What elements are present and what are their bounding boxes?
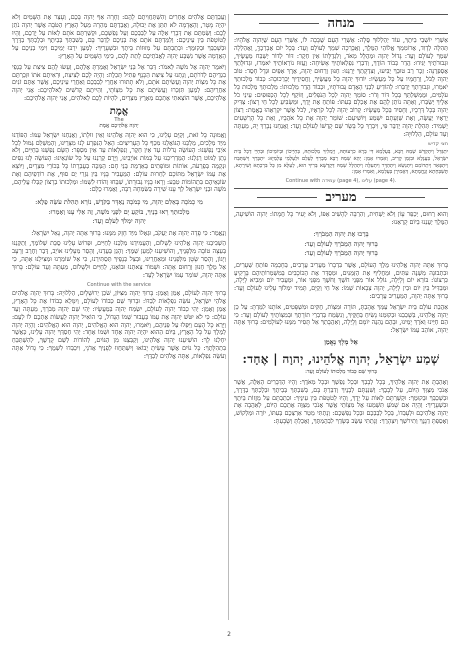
paragraph-text: הַשְׁכִּיבֵנוּ יְהוָה אֱלֹהֵינוּ לְשָׁלוֹם, וְהַעֲמִידֵנוּ מַלְכֵּנוּ לְחַיִּים, וּפְרוֹשׂ עָלֵינוּ סֻכַּת שְׁלוֹמֶךָ, וְתַקְּנֵנוּ בְּעֵצָה טוֹבָה מִלְּפָנֶיךָ, וְהוֹשִׁיעֵנוּ לְמַעַן שְׁמֶךָ: וְהָגֵן בַּעֲדֵנוּ, וְהָסֵר מֵעָלֵינוּ אוֹיֵב, דֶּבֶר וְחֶרֶב וְרָעָב וְיָגוֹן, וְהָסֵר שָׂטָן מִלְּפָנֵינוּ וּמֵאַחֲרֵינוּ, וּבְצֵל כְּנָפֶיךָ תַּסְתִּירֵנוּ, כִּי אֵל שׁוֹמְרֵנוּ וּמַצִּילֵנוּ אָתָּה, כִּי אֵל מֶלֶךְ חַנּוּן וְרַחוּם אָתָּה: וּשְׁמוֹר צֵאתֵנוּ וּבוֹאֵנוּ, לְחַיִּים וּלְשָׁלוֹם, מֵעַתָּה וְעַד עוֹלָם: בָּרוּךְ אַתָּה יְהוָה, שׁוֹמֵר עַמּוֹ יִשְׂרָאֵל לָעַד: — [12, 240, 226, 279]
emet-caption: The — [114, 116, 124, 123]
heading-rule — [363, 23, 423, 24]
paragraph-text: וְאָהַבְתָּ אֵת יְהוָה אֱלֹהֶיךָ, בְּכָל לְבָבְךָ וּבְכָל נַפְשְׁךָ וּבְכָל מְאֹדֶךָ: וְהָיוּ הַדְּבָרִים הָאֵלֶּה, אֲשֶׁר אָנֹכִי מְצַוְּךָ הַיּוֹם, עַל לְבָבֶךָ: וְשִׁנַּנְתָּם לְבָנֶיךָ וְדִבַּרְתָּ בָּם, בְּשִׁבְתְּךָ בְּבֵיתֶךָ וּבְלֶכְתְּךָ בַדֶּרֶךְ, וּבְשָׁכְבְּךָ וּבְקוּמֶךָ: וּקְשַׁרְתָּם לְאוֹת עַל יָדֶךָ, וְהָיוּ לְטֹטָפֹת בֵּין עֵינֶיךָ: וּכְתַבְתָּם עַל מְזֻזוֹת בֵּיתֶךָ וּבִשְׁעָרֶיךָ: וְהָיָה אִם שָׁמֹעַ תִּשְׁמְעוּ אֶל מִצְוֹתַי אֲשֶׁר אָנֹכִי מְצַוֶּה אֶתְכֶם הַיּוֹם, לְאַהֲבָה אֶת יְהוָה אֱלֹהֵיכֶם וּלְעָבְדוֹ, בְּכָל לְבַבְכֶם וּבְכָל נַפְשְׁכֶם: וְנָתַתִּי מְטַר אַרְצְכֶם בְּעִתּוֹ, יוֹרֶה וּמַלְקוֹשׁ, וְאָסַפְתָּ דְגָנֶךָ וְתִירֹשְׁךָ וְיִצְהָרֶךָ: וְנָתַתִּי עֵשֶׂב בְּשָׂדְךָ לִבְהֶמְתֶּךָ, וְאָכַלְתָּ וְשָׂבָעְתָּ: — [234, 379, 448, 425]
paragraph-text: וֶאֱמוּנָה כָּל זֹאת, וְקַיָּם עָלֵינוּ, כִּי הוּא יְהוָה אֱלֹהֵינוּ וְאֵין זוּלָתוֹ, וַאֲנַחְנוּ יִשְׂרָאֵל עַמּוֹ: הַפּוֹדֵנוּ מִיַּד מְלָכִים, מַלְכֵּנוּ הַגּוֹאֲלֵנוּ מִכַּף כָּל הֶעָרִיצִים: הָאֵל הַנִּפְרָע לָנוּ מִצָּרֵינוּ, וְהַמְשַׁלֵּם גְּמוּל לְכָל אֹיְבֵי נַפְשֵׁנוּ: הָעוֹשֶׂה גְדֹלוֹת עַד אֵין חֵקֶר, וְנִפְלָאוֹת עַד אֵין מִסְפָּר: הַשָּׂם נַפְשֵׁנוּ בַּחַיִּים, וְלֹא נָתַן לַמּוֹט רַגְלֵנוּ: הַמַּדְרִיכֵנוּ עַל בָּמוֹת אוֹיְבֵינוּ, וַיָּרֶם קַרְנֵנוּ עַל כָּל שׂוֹנְאֵינוּ: הָעוֹשֶׂה לָּנוּ נִסִּים וּנְקָמָה בְּפַרְעֹה, אוֹתוֹת וּמוֹפְתִים בְּאַדְמַת בְּנֵי חָם: הַמַּכֶּה בְעֶבְרָתוֹ כָּל בְּכוֹרֵי מִצְרָיִם, וַיּוֹצֵא אֶת עַמּוֹ יִשְׂרָאֵל מִתּוֹכָם לְחֵרוּת עוֹלָם: הַמַּעֲבִיר בָּנָיו בֵּין גִּזְרֵי יַם סוּף, אֶת רוֹדְפֵיהֶם וְאֶת שׂוֹנְאֵיהֶם בִּתְהוֹמוֹת טִבַּע: וְרָאוּ בָנָיו גְּבוּרָתוֹ, שִׁבְּחוּ וְהוֹדוּ לִשְׁמוֹ: וּמַלְכוּתוֹ בְרָצוֹן קִבְּלוּ עֲלֵיהֶם, מֹשֶׁה וּבְנֵי יִשְׂרָאֵל לְךָ עָנוּ שִׁירָה בְּשִׂמְחָה רַבָּה, וְאָמְרוּ כֻלָּם: — [12, 131, 226, 194]
baruch-hashem-paragraph — [12, 290, 226, 360]
paragraph-text: וַיֹּאמֶר יְהוָה אֶל מֹשֶׁה לֵּאמֹר: דַּבֵּר אֶל בְּנֵי יִשְׂרָאֵל וְאָמַרְתָּ אֲלֵהֶם, וְעָשׂוּ לָהֶם צִיצִת עַל כַּנְפֵי בִגְדֵיהֶם לְדֹרֹתָם, וְנָתְנוּ עַל צִיצִת הַכָּנָף פְּתִיל תְּכֵלֶת: וְהָיָה לָכֶם לְצִיצִת, וּרְאִיתֶם אֹתוֹ וּזְכַרְתֶּם אֶת כָּל מִצְוֹת יְהוָה וַעֲשִׂיתֶם אֹתָם, וְלֹא תָתוּרוּ אַחֲרֵי לְבַבְכֶם וְאַחֲרֵי עֵינֵיכֶם, אֲשֶׁר אַתֶּם זֹנִים אַחֲרֵיהֶם: לְמַעַן תִּזְכְּרוּ וַעֲשִׂיתֶם אֶת כָּל מִצְוֹתָי, וִהְיִיתֶם קְדֹשִׁים לֵאלֹהֵיכֶם: אֲנִי יְהוָה אֱלֹהֵיכֶם, אֲשֶׁר הוֹצֵאתִי אֶתְכֶם מֵאֶרֶץ מִצְרַיִם, לִהְיוֹת לָכֶם לֵאלֹהִים, אֲנִי יְהוָה אֱלֹהֵיכֶם: — [12, 63, 226, 102]
vahavta-paragraph — [234, 379, 448, 426]
barchu-line: בָּרְכוּ אֶת יְהוָה הַמְבֹרָךְ: — [313, 230, 369, 239]
verse-line: מַלְכוּתְךָ רָאוּ בָנֶיךָ, בּוֹקֵעַ יָם לִפְנֵי מֹשֶׁה, זֶה אֵלִי עָנוּ וְאָמְרוּ: — [48, 207, 190, 216]
kaddish-caption: חצי קדיש — [428, 141, 448, 148]
mi-chamocha-block — [12, 198, 226, 226]
barchu-block — [234, 230, 448, 258]
continue-note: Continue with the service — [87, 282, 151, 289]
section-heading-mincha — [234, 14, 448, 34]
column-divider — [228, 14, 229, 620]
continue-note: Continue with עמידה (page 4), עלינו (page 4). — [285, 177, 397, 184]
barchu-line: בָּרוּךְ יְהוָה הַמְבֹרָךְ לְעוֹלָם וָעֶד: — [304, 239, 378, 248]
paragraph-text: אַהֲבַת עוֹלָם בֵּית יִשְׂרָאֵל עַמְּךָ אָהָבְתָּ, תּוֹרָה וּמִצְוֹת, חֻקִּים וּמִשְׁפָּטִים, אוֹתָנוּ לִמַּדְתָּ: עַל כֵּן יְהוָה אֱלֹהֵינוּ, בְּשָׁכְבֵנוּ וּבְקוּמֵנוּ נָשִׂיחַ בְּחֻקֶּיךָ, וְנִשְׂמַח בְּדִבְרֵי תוֹרָתֶךָ וּבְמִצְוֹתֶיךָ לְעוֹלָם וָעֶד: כִּי הֵם חַיֵּינוּ וְאֹרֶךְ יָמֵינוּ, וּבָהֶם נֶהְגֶּה יוֹמָם וָלָיְלָה, וְאַהֲבָתְךָ אַל תָּסִיר מִמֶּנּוּ לְעוֹלָמִים: בָּרוּךְ אַתָּה יְהוָה, אוֹהֵב עַמּוֹ יִשְׂרָאֵל: — [234, 303, 448, 335]
ashrei-paragraph — [234, 37, 448, 138]
paragraph-text: וַעֲבַדְתֶּם אֱלֹהִים אֲחֵרִים וְהִשְׁתַּחֲוִיתֶם לָהֶם: וְחָרָה אַף יְהוָה בָּכֶם, וְעָצַר אֶת הַשָּׁמַיִם וְלֹא יִהְיֶה מָטָר, וְהָאֲדָמָה לֹא תִתֵּן אֶת יְבוּלָהּ, וַאֲבַדְתֶּם מְהֵרָה מֵעַל הָאָרֶץ הַטֹּבָה אֲשֶׁר יְהוָה נֹתֵן לָכֶם: וְשַׂמְתֶּם אֶת דְּבָרַי אֵלֶּה עַל לְבַבְכֶם וְעַל נַפְשְׁכֶם, וּקְשַׁרְתֶּם אֹתָם לְאוֹת עַל יֶדְכֶם, וְהָיוּ לְטוֹטָפֹת בֵּין עֵינֵיכֶם: וְלִמַּדְתֶּם אֹתָם אֶת בְּנֵיכֶם לְדַבֵּר בָּם, בְּשִׁבְתְּךָ בְּבֵיתֶךָ וּבְלֶכְתְּךָ בַדֶּרֶךְ וּבְשָׁכְבְּךָ וּבְקוּמֶךָ: וּכְתַבְתָּם עַל מְזוּזוֹת בֵּיתֶךָ וּבִשְׁעָרֶיךָ: לְמַעַן יִרְבּוּ יְמֵיכֶם וִימֵי בְנֵיכֶם עַל הָאֲדָמָה אֲשֶׁר נִשְׁבַּע יְהוָה לַאֲבֹתֵיכֶם לָתֵת לָהֶם, כִּימֵי הַשָּׁמַיִם עַל הָאָרֶץ: — [12, 14, 226, 60]
emet-subtitle: יְהוָה אֱלֹהֵיכֶם אֱמֶת — [99, 122, 139, 129]
baruch-shem-line: בָּרוּךְ שֵׁם כְּבוֹד מַלְכוּתוֹ לְעוֹלָם וָעֶד: — [305, 369, 377, 375]
left-column — [12, 14, 226, 364]
maariv-aravim-paragraph — [234, 262, 448, 335]
kaddish-paragraph: יִתְגַּדַּל וְיִתְקַדַּשׁ שְׁמֵהּ רַבָּא, בְּעָלְמָא דִּי בְרָא כִרְעוּתֵהּ, וְיַמְלִיךְ מַלְכוּתֵהּ, בְּחַיֵּיכוֹן וּבְיוֹמֵיכוֹן וּבְחַיֵּי דְכָל בֵּית יִשְׂרָאֵל, בַּעֲגָלָא וּבִזְמַן קָרִיב, וְאִמְרוּ אָמֵן: יְהֵא שְׁמֵהּ רַבָּא מְבָרַךְ לְעָלַם וּלְעָלְמֵי עָלְמַיָּא: יִתְבָּרַךְ וְיִשְׁתַּבַּח וְיִתְפָּאַר וְיִתְרוֹמַם וְיִתְנַשֵּׂא וְיִתְהַדָּר וְיִתְעַלֶּה וְיִתְהַלָּל שְׁמֵהּ דְּקֻדְשָׁא בְּרִיךְ הוּא, לְעֵלָּא מִן כָּל בִּרְכָתָא וְשִׁירָתָא, תֻּשְׁבְּחָתָא וְנֶחֱמָתָא, דַּאֲמִירָן בְּעָלְמָא, וְאִמְרוּ אָמֵן: — [234, 149, 448, 176]
el-melech-line: אֵל מֶלֶךְ נֶאֱמָן — [324, 338, 358, 346]
heading-rule — [365, 197, 425, 198]
verse-line: יְהוָה יִמְלֹךְ לְעֹלָם וָעֶד: — [92, 217, 146, 226]
paragraph-text: וְנֶאֱמַר: כִּי פָדָה יְהוָה אֶת יַעֲקֹב, וּגְאָלוֹ מִיַּד חָזָק מִמֶּנּוּ: בָּרוּךְ אַתָּה יְהוָה, גָּאַל יִשְׂרָאֵל: — [31, 229, 226, 237]
paragraph-text: אַשְׁרֵי יוֹשְׁבֵי בֵיתֶךָ, עוֹד יְהַלְלוּךָ סֶּלָה: אַשְׁרֵי הָעָם שֶׁכָּכָה לּוֹ, אַשְׁרֵי הָעָם שֶׁיְהוָה אֱלֹהָיו: תְּהִלָּה לְדָוִד, אֲרוֹמִמְךָ אֱלוֹהַי הַמֶּלֶךְ, וַאֲבָרְכָה שִׁמְךָ לְעוֹלָם וָעֶד: בְּכָל יוֹם אֲבָרְכֶךָּ, וַאֲהַלְלָה שִׁמְךָ לְעוֹלָם וָעֶד: גָּדוֹל יְהוָה וּמְהֻלָּל מְאֹד, וְלִגְדֻלָּתוֹ אֵין חֵקֶר: דּוֹר לְדוֹר יְשַׁבַּח מַעֲשֶׂיךָ, וּגְבוּרֹתֶיךָ יַגִּידוּ: הֲדַר כְּבוֹד הוֹדֶךָ, וְדִבְרֵי נִפְלְאוֹתֶיךָ אָשִׂיחָה: וֶעֱזוּז נוֹרְאוֹתֶיךָ יֹאמֵרוּ, וּגְדוּלָּתְךָ אֲסַפְּרֶנָּה: זֵכֶר רַב טוּבְךָ יַבִּיעוּ, וְצִדְקָתְךָ יְרַנֵּנוּ: חַנּוּן וְרַחוּם יְהוָה, אֶרֶךְ אַפַּיִם וּגְדָל חָסֶד: טוֹב יְהוָה לַכֹּל, וְרַחֲמָיו עַל כָּל מַעֲשָׂיו: יוֹדוּךָ יְהוָה כָּל מַעֲשֶׂיךָ, וַחֲסִידֶיךָ יְבָרְכוּכָה: כְּבוֹד מַלְכוּתְךָ יֹאמֵרוּ, וּגְבוּרָתְךָ יְדַבֵּרוּ: לְהוֹדִיעַ לִבְנֵי הָאָדָם גְּבוּרֹתָיו, וּכְבוֹד הֲדַר מַלְכוּתוֹ: מַלְכוּתְךָ מַלְכוּת כָּל עֹלָמִים, וּמֶמְשַׁלְתְּךָ בְּכָל דּוֹר וָדֹר: סוֹמֵךְ יְהוָה לְכָל הַנֹּפְלִים, וְזוֹקֵף לְכָל הַכְּפוּפִים: עֵינֵי כֹל אֵלֶיךָ יְשַׂבֵּרוּ, וְאַתָּה נוֹתֵן לָהֶם אֶת אָכְלָם בְּעִתּוֹ: פּוֹתֵחַ אֶת יָדֶךָ, וּמַשְׂבִּיעַ לְכָל חַי רָצוֹן: צַדִּיק יְהוָה בְּכָל דְּרָכָיו, וְחָסִיד בְּכָל מַעֲשָׂיו: קָרוֹב יְהוָה לְכָל קֹרְאָיו, לְכֹל אֲשֶׁר יִקְרָאֻהוּ בֶאֱמֶת: רְצוֹן יְרֵאָיו יַעֲשֶׂה, וְאֶת שַׁוְעָתָם יִשְׁמַע וְיוֹשִׁיעֵם: שׁוֹמֵר יְהוָה אֶת כָּל אֹהֲבָיו, וְאֵת כָּל הָרְשָׁעִים יַשְׁמִיד: תְּהִלַּת יְהוָה יְדַבֶּר פִּי, וִיבָרֵךְ כָּל בָּשָׂר שֵׁם קָדְשׁוֹ לְעוֹלָם וָעֶד: וַאֲנַחְנוּ נְבָרֵךְ יָהּ, מֵעַתָּה וְעַד עוֹלָם, הַלְלוּיָהּ: — [234, 37, 448, 138]
heading-text: מעריב — [325, 189, 357, 205]
paragraph-text: בָּרוּךְ יְהוָה לְעוֹלָם, אָמֵן וְאָמֵן: בָּרוּךְ יְהוָה מִצִּיּוֹן, שֹׁכֵן יְרוּשָׁלָיִם, הַלְלוּיָהּ: בָּרוּךְ יְהוָה אֱלֹהִים אֱלֹהֵי יִשְׂרָאֵל, עֹשֵׂה נִפְלָאוֹת לְבַדּוֹ: וּבָרוּךְ שֵׁם כְּבוֹדוֹ לְעוֹלָם, וְיִמָּלֵא כְבוֹדוֹ אֶת כָּל הָאָרֶץ, אָמֵן וְאָמֵן: יְהִי כְבוֹד יְהוָה לְעוֹלָם, יִשְׂמַח יְהוָה בְּמַעֲשָׂיו: יְהִי שֵׁם יְהוָה מְבֹרָךְ, מֵעַתָּה וְעַד עוֹלָם: כִּי לֹא יִטֹּשׁ יְהוָה אֶת עַמּוֹ בַּעֲבוּר שְׁמוֹ הַגָּדוֹל, כִּי הוֹאִיל יְהוָה לַעֲשׂוֹת אֶתְכֶם לוֹ לְעָם: וַיַּרְא כָּל הָעָם וַיִּפְּלוּ עַל פְּנֵיהֶם, וַיֹּאמְרוּ, יְהוָה הוּא הָאֱלֹהִים, יְהוָה הוּא הָאֱלֹהִים: וְהָיָה יְהוָה לְמֶלֶךְ עַל כָּל הָאָרֶץ, בַּיּוֹם הַהוּא יִהְיֶה יְהוָה אֶחָד וּשְׁמוֹ אֶחָד: יְהִי חַסְדְּךָ יְהוָה עָלֵינוּ, כַּאֲשֶׁר יִחַלְנוּ לָךְ: הוֹשִׁיעֵנוּ יְהוָה אֱלֹהֵינוּ, וְקַבְּצֵנוּ מִן הַגּוֹיִם, לְהוֹדוֹת לְשֵׁם קָדְשֶׁךָ, לְהִשְׁתַּבֵּחַ בִּתְהִלָּתֶךָ: כָּל גּוֹיִם אֲשֶׁר עָשִׂיתָ יָבוֹאוּ וְיִשְׁתַּחֲווּ לְפָנֶיךָ אֲדֹנָי, וִיכַבְּדוּ לִשְׁמֶךָ: כִּי גָדוֹל אַתָּה וְעֹשֵׂה נִפְלָאוֹת, אַתָּה אֱלֹהִים לְבַדֶּךָ: — [12, 290, 226, 360]
right-column — [234, 14, 448, 429]
verse-line: מִי כָמֹכָה בָּאֵלִם יְהוָה, מִי כָּמֹכָה נֶאְדָּר בַּקֹּדֶשׁ, נוֹרָא תְהִלֹּת עֹשֵׂה פֶלֶא: — [35, 198, 203, 207]
paragraph-text: וְהוּא רַחוּם, יְכַפֵּר עָוֹן וְלֹא יַשְׁחִית, וְהִרְבָּה לְהָשִׁיב אַפּוֹ, וְלֹא יָעִיר כָּל חֲמָתוֹ: יְהוָה הוֹשִׁיעָה, הַמֶּלֶךְ יַעֲנֵנוּ בְיוֹם קָרְאֵנוּ: — [234, 210, 448, 226]
section-heading-maariv — [234, 188, 448, 208]
heading-rule — [259, 23, 319, 24]
emet-title: אֱמֶת — [109, 105, 129, 117]
heading-text: מנחה — [327, 16, 355, 31]
vehu-rachum-paragraph — [234, 211, 448, 227]
barchu-line: בָּרוּךְ יְהוָה הַמְבֹרָךְ לְעוֹלָם וָעֶד: — [304, 249, 378, 258]
hashkivenu-paragraph — [12, 230, 226, 280]
vehaya-paragraph — [12, 14, 226, 103]
shema-heading: שְׁמַע יִשְׂרָאֵל, יְהוָה אֱלֹהֵינוּ, יְהוָה | אֶחָד: — [242, 352, 440, 366]
paragraph-text: בָּרוּךְ אַתָּה יְהוָה אֱלֹהֵינוּ מֶלֶךְ הָעוֹלָם, אֲשֶׁר בִּדְבָרוֹ מַעֲרִיב עֲרָבִים, בְּחָכְמָה פּוֹתֵחַ שְׁעָרִים, וּבִתְבוּנָה מְשַׁנֶּה עִתִּים, וּמַחֲלִיף אֶת הַזְּמַנִּים, וּמְסַדֵּר אֶת הַכּוֹכָבִים בְּמִשְׁמְרוֹתֵיהֶם בָּרָקִיעַ כִּרְצוֹנוֹ: בּוֹרֵא יוֹם וָלָיְלָה, גּוֹלֵל אוֹר מִפְּנֵי חֹשֶׁךְ וְחֹשֶׁךְ מִפְּנֵי אוֹר, וּמַעֲבִיר יוֹם וּמֵבִיא לָיְלָה, וּמַבְדִּיל בֵּין יוֹם וּבֵין לָיְלָה, יְהוָה צְבָאוֹת שְׁמוֹ: אֵל חַי וְקַיָּם, תָּמִיד יִמְלוֹךְ עָלֵינוּ לְעוֹלָם וָעֶד: בָּרוּךְ אַתָּה יְהוָה, הַמַּעֲרִיב עֲרָבִים: — [234, 261, 448, 301]
heading-rule — [257, 197, 317, 198]
emet-paragraph — [12, 132, 226, 194]
page-number: 2 — [227, 631, 231, 638]
